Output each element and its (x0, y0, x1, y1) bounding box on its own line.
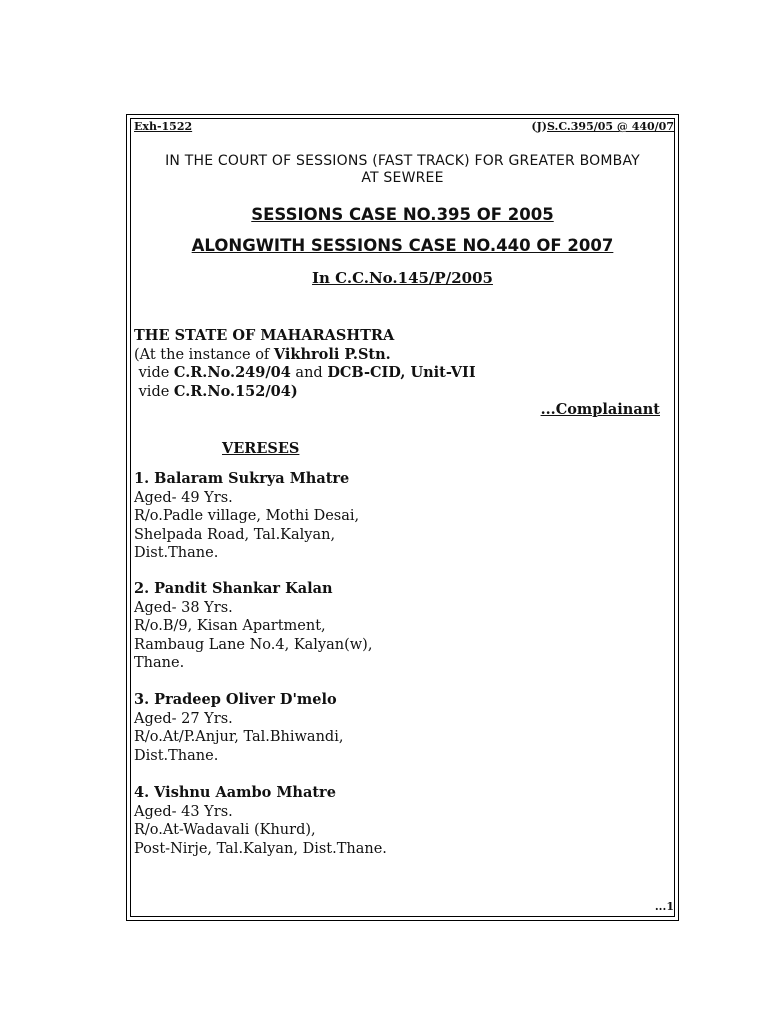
case-title-1: SESSIONS CASE NO.395 OF 2005 (251, 205, 554, 224)
complainant-line-3 (134, 364, 476, 383)
accused-detail-line: Dist.Thane. (134, 747, 219, 764)
accused-detail-line: R/o.B/9, Kisan Apartment, (134, 618, 326, 634)
text-fragment: (At the instance of (134, 346, 274, 363)
unit-name: DCB-CID, Unit-VII (327, 364, 476, 381)
accused-entry (134, 784, 387, 858)
text-fragment: vide (134, 365, 174, 381)
accused-detail-line: R/o.At-Wadavali (Khurd), (134, 822, 316, 838)
cr-number-2: C.R.No.152/04) (173, 382, 298, 400)
complainant-name: THE STATE OF MAHARASHTRA (134, 327, 395, 344)
accused-name: 4. Vishnu Aambo Mhatre (134, 784, 336, 801)
police-station: Vikhroli P.Stn. (273, 345, 391, 363)
accused-detail-line: Post-Nirje, Tal.Kalyan, Dist.Thane. (134, 840, 387, 857)
complainant-line-2 (134, 346, 476, 365)
accused-detail-line: Aged- 27 Yrs. (134, 710, 233, 727)
accused-detail-line: R/o.Padle village, Mothi Desai, (134, 508, 360, 524)
case-title-3: In C.C.No.145/P/2005 (312, 269, 493, 287)
accused-detail-line: Thane. (134, 655, 185, 671)
accused-name: 3. Pradeep Oliver D'melo (134, 691, 337, 708)
text-fragment: vide (134, 383, 174, 400)
case-reference-number: S.C.395/05 @ 440/07 (546, 120, 674, 133)
exhibit-number: Exh-1522 (134, 120, 193, 133)
complainant-line-4 (134, 383, 476, 402)
accused-entry (134, 470, 359, 563)
page-marker: ...1 (654, 900, 674, 913)
accused-name: 1. Balaram Sukrya Mhatre (134, 470, 350, 487)
case-reference (531, 120, 674, 133)
case-title-2: ALONGWITH SESSIONS CASE NO.440 OF 2007 (191, 236, 614, 255)
complainant-role: ...Complainant (540, 401, 660, 418)
versus-heading: VERESES (222, 440, 300, 457)
text-fragment: and (290, 365, 328, 381)
court-name: IN THE COURT OF SESSIONS (FAST TRACK) FOR GREATER BOMBAY (165, 153, 640, 169)
accused-detail-line: Aged- 49 Yrs. (134, 489, 233, 506)
accused-detail-line: Aged- 43 Yrs. (134, 803, 233, 820)
accused-detail-line: Shelpada Road, Tal.Kalyan, (134, 526, 336, 543)
accused-detail-line: Rambaug Lane No.4, Kalyan(w), (134, 636, 373, 653)
court-location: AT SEWREE (361, 170, 444, 186)
accused-entry (134, 580, 372, 673)
complainant-block (134, 327, 476, 401)
accused-name: 2. Pandit Shankar Kalan (134, 580, 333, 597)
case-reference-prefix: (J) (531, 120, 547, 133)
accused-detail-line: R/o.At/P.Anjur, Tal.Bhiwandi, (134, 729, 344, 745)
accused-detail-line: Aged- 38 Yrs. (134, 599, 233, 616)
accused-detail-line: Dist.Thane. (134, 545, 219, 561)
accused-entry (134, 691, 343, 765)
cr-number-1: C.R.No.249/04 (173, 364, 291, 381)
